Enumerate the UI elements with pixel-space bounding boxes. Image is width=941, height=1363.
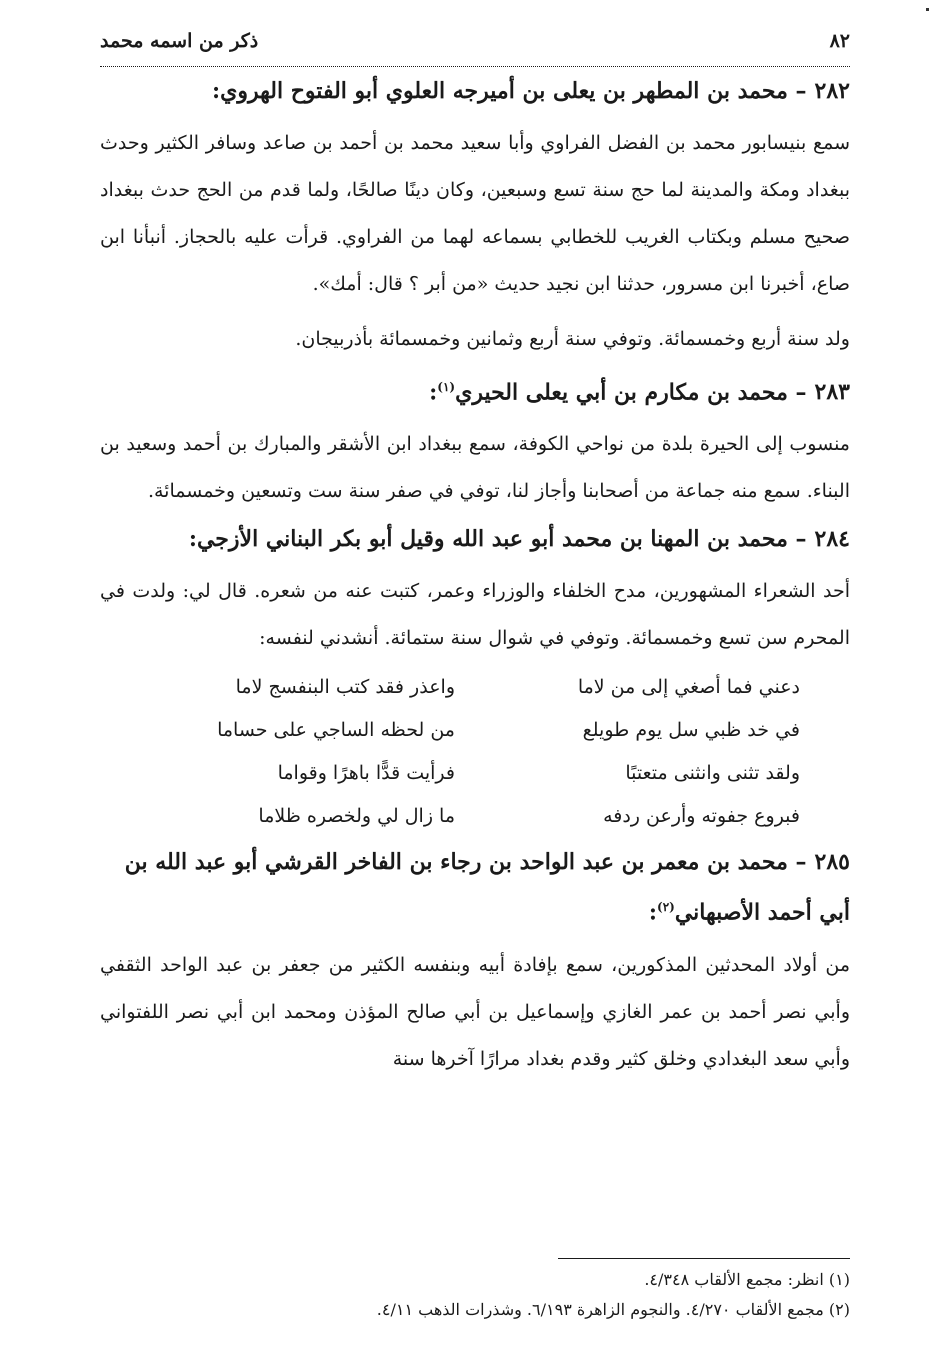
footnote-ref: (١) [437,380,456,394]
poem-hemistich: ولقد تثنى وانثنى متعتبًا [625,762,800,785]
entry-number: ٢٨٤ [814,526,850,553]
entry-paragraph: سمع بنيسابور محمد بن الفضل الفراوي وأبا سعيد محمد بن أحمد بن صاعد وسافر الكثير وحدث ببغداد ومكة والمدينة لما حج سنة تسع وسبعين، وكان دينًا صالحًا، ولما قدم من الحج حدث ببغداد صحيح مسلم وبكتاب الغريب للخطابي بسماعه لهما من الفراوي. قرأت عليه بالحجاز. أنبأنا ابن صاع، أخبرنا ابن مسرور، حدثنا ابن نجيد حديث «من أبر ؟ قال: أمك». [100,132,850,295]
entry-number: ٢٨٢ [814,78,850,104]
footnote-2: (٢) مجمع الألقاب ٤/٢٧٠. والنجوم الزاهرة ٦/١٩٣. وشذرات الذهب ٤/١١. [376,1300,850,1319]
footnote-divider [558,1258,850,1259]
entry-heading-285: ٢٨٥– محمد بن معمر بن عبد الواحد بن رجاء بن الفاخر القرشي أبو عبد الله بن أبي أحمد الأصبهاني$^{(٢)}$: [124,849,850,926]
entry-title: محمد بن معمر بن عبد الواحد بن رجاء بن الفاخر القرشي أبو عبد الله بن أبي أحمد الأصبهاني [124,849,850,926]
poem-hemistich: دعني فما أصغي إلى من لاما [577,676,800,699]
poem-hemistich: فرأيت قدًّا باهرًا وقواما [277,762,455,785]
entry-title: محمد بن المهنا بن محمد أبو عبد الله وقيل أبو بكر البناني الأزجي: [188,526,788,553]
footnote-1: (١) انظر: مجمع الألقاب ٤/٣٤٨. [644,1270,850,1289]
poem [100,662,850,838]
title-end: : [648,899,658,926]
entry-heading-282: ٢٨٢– محمد بن المطهر بن يعلى بن أميرجه العلوي أبو الفتوح الهروي: [212,78,850,104]
page-body [100,30,850,1083]
poem-hemistich: في خد ظبي سل يوم طويلع [582,719,800,742]
entry-number: ٢٨٣ [814,379,850,406]
running-title: ذكر من اسمه محمد [100,30,259,52]
page-number: ٨٢ [829,30,850,52]
running-header [100,30,850,67]
entry-paragraph: من أولاد المحدثين المذكورين، سمع بإفادة أبيه وبنفسه الكثير من جعفر بن عبد الواحد الثقفي وأبي نصر أحمد بن عمر الغازي وإسماعيل بن أبي صالح المؤذن ومحمد ابن أبي نصر اللفتواني وأبي سعد البغدادي وخلق كثير وقدم بغداد مرارًا آخرها سنة [100,953,850,1070]
entry-paragraph: منسوب إلى الحيرة بلدة من نواحي الكوفة، سمع ببغداد ابن الأشقر والمبارك بن أحمد وسعيد بن البناء. سمع منه جماعة من أصحابنا وأجاز لنا، توفي في صفر سنة ست وتسعين وخمسمائة. [100,433,850,503]
entry-paragraph: ولد سنة أربع وخمسمائة. وتوفي سنة أربع وثمانين وخمسمائة بأذربيجان. [295,328,850,350]
entry-title: محمد بن مكارم بن أبي يعلى الحيري [455,379,788,406]
title-end: : [429,379,438,406]
footnotes [100,1258,850,1325]
entry-paragraph: أحد الشعراء المشهورين، مدح الخلفاء والوزراء وعمر، كتبت عنه من شعره. قال لي: ولدت في المحرم سن تسع وخمسمائة. وتوفي في شوال سنة ستمائة. أنشدني لنفسه: [100,580,850,650]
poem-hemistich: فبروع جفوته وأرعن ردفه [603,805,800,828]
footnote-ref: (٢) [657,900,675,915]
entry-number: ٢٨٥ [814,849,850,876]
poem-hemistich: واعذر فقد كتب البنفسج لاما [235,676,455,699]
entry-title: محمد بن المطهر بن يعلى بن أميرجه العلوي أبو الفتوح الهروي: [212,78,788,104]
entry-heading-283: ٢٨٣– محمد بن مكارم بن أبي يعلى الحيري$^{(١)}$: [429,379,850,406]
entry-heading-284: ٢٨٤– محمد بن المهنا بن محمد أبو عبد الله وقيل أبو بكر البناني الأزجي: [188,526,850,553]
poem-hemistich: من لحظه الساجي على حساما [217,719,455,742]
poem-hemistich: ما زال لي ولخصره ظلاما [258,805,455,828]
scan-mark [926,8,929,11]
